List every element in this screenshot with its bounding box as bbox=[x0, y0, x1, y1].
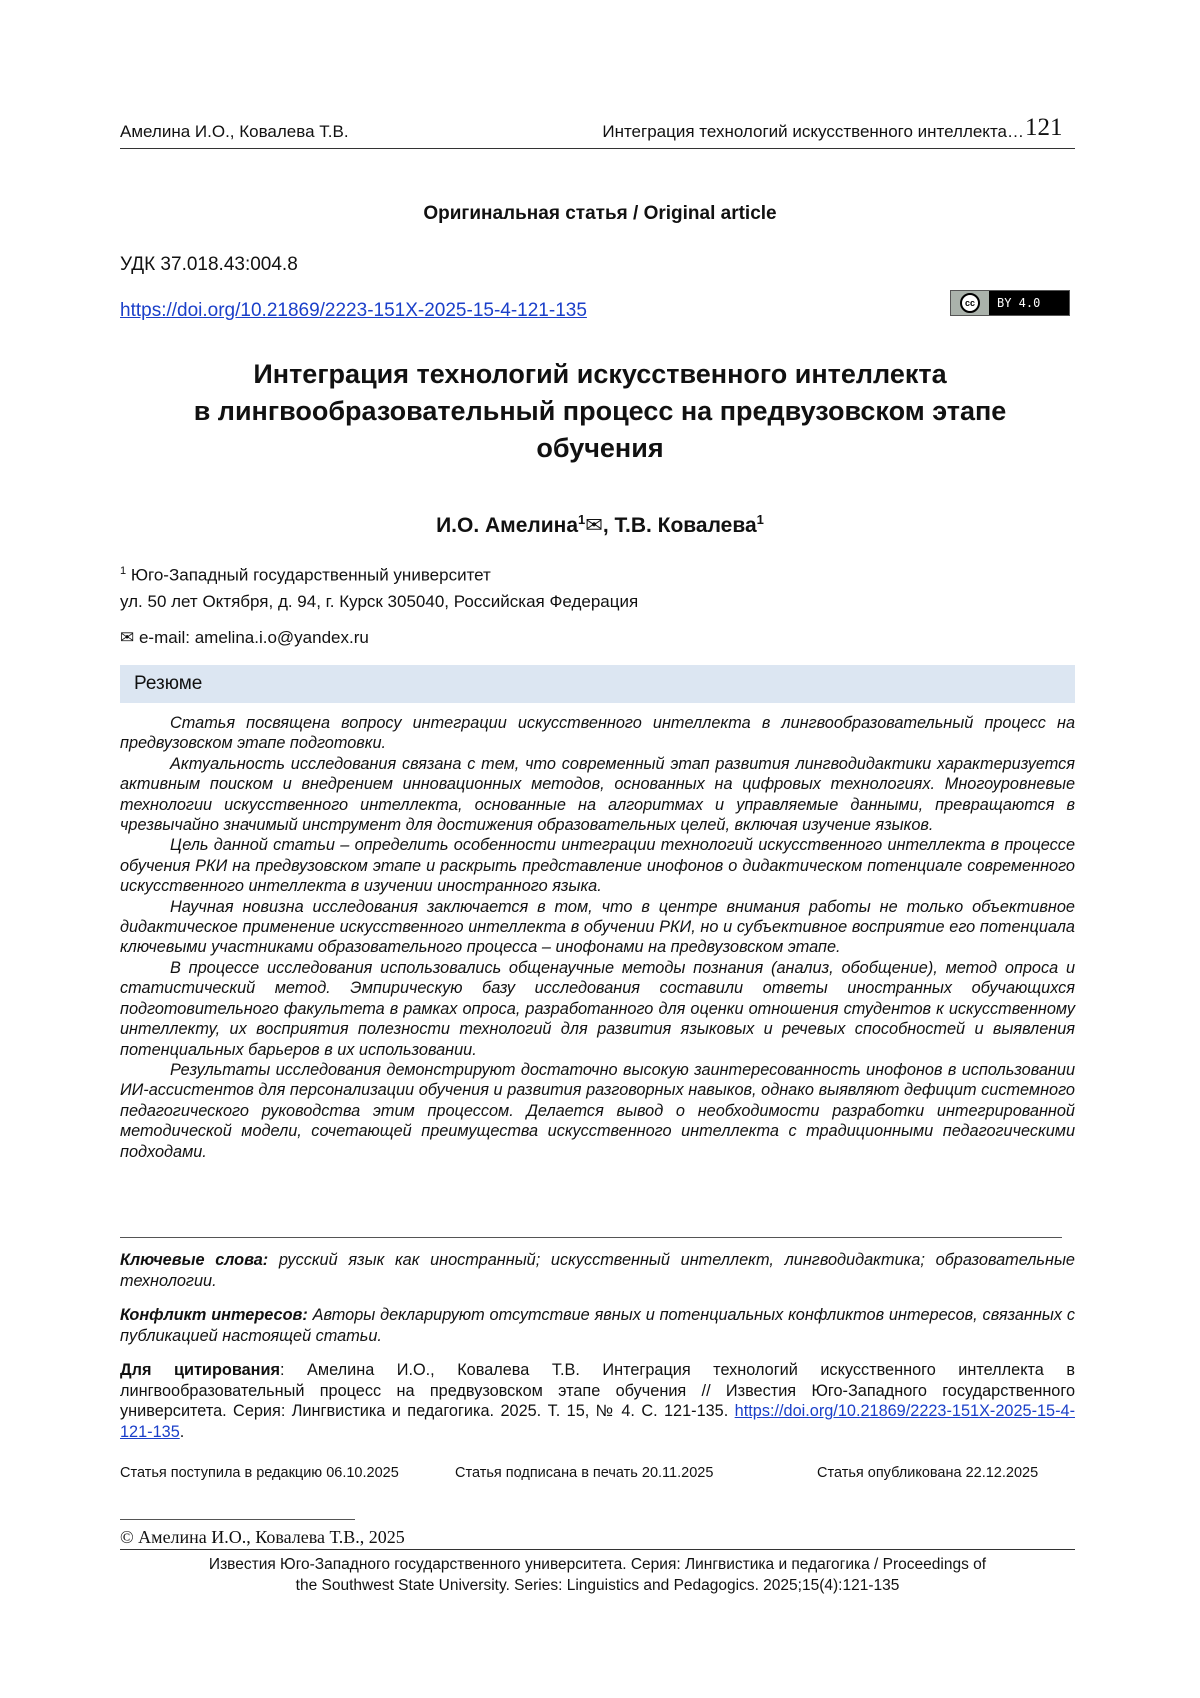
author-2-affiliation-mark: 1 bbox=[756, 512, 764, 527]
abstract-paragraph: Актуальность исследования связана с тем, что современный этап развития лингводидактики характеризуется активным поиском и внедрением инновационных методов, основанных на цифровых технологиях. Многоуровневые технологии искусственного интеллекта, основанные на алгоритмах и управляемые данными, превращаются в чрезвычайно значимый инструмент для достижения образовательных целей, включая изучение языков. bbox=[120, 754, 1075, 835]
title-line-2: в лингвообразовательный процесс на предвузовском этапе bbox=[193, 396, 1007, 426]
affiliation-institution bbox=[120, 565, 491, 586]
author-list bbox=[0, 512, 1200, 538]
conflict-label: Конфликт интересов: bbox=[120, 1306, 308, 1324]
affiliation-address: ул. 50 лет Октября, д. 94, г. Курск 305040, Российская Федерация bbox=[120, 592, 639, 611]
citation bbox=[120, 1360, 1075, 1442]
copyright: © Амелина И.О., Ковалева Т.В., 2025 bbox=[120, 1527, 405, 1547]
abstract-separator bbox=[120, 1237, 1062, 1238]
abstract-paragraph: Результаты исследования демонстрируют достаточно высокую заинтересованность инофонов в использовании ИИ-ассистентов для персонализации обучения и развития разговорных навыков, однако выявляют дефицит системного педагогического руководства этим процессом. Делается вывод о необходимости разработки интегрированной методической модели, сочетающей преимущества искусственного интеллекта с традиционными педагогическими подходами. bbox=[120, 1060, 1075, 1161]
running-header-authors: Амелина И.О., Ковалева Т.В. bbox=[120, 122, 349, 141]
conflict-of-interest bbox=[120, 1305, 1075, 1346]
cc-license-label: BY 4.0 bbox=[997, 296, 1041, 310]
page-number: 121 bbox=[1025, 114, 1063, 141]
footer-line-2: the Southwest State University. Series: Linguistics and Pedagogics. 2025;15(4):121-135 bbox=[295, 1577, 900, 1594]
journal-footer bbox=[120, 1554, 1075, 1596]
abstract-paragraph: Научная новизна исследования заключается в том, что в центре внимания работы не только объективное дидактическое применение искусственного интеллекта в обучении РКИ, но и субъективное восприятие его потенциала ключевыми участниками образовательного процесса – инофонами на предвузовском этапе. bbox=[120, 897, 1075, 957]
keywords-text: русский язык как иностранный; искусственный интеллект, лингводидактика; образовательные технологии. bbox=[120, 1251, 1075, 1290]
keywords bbox=[120, 1250, 1075, 1291]
keywords-label: Ключевые слова: bbox=[120, 1251, 269, 1269]
doi-link[interactable]: https://doi.org/10.21869/2223-151X-2025-15-4-121-135 bbox=[120, 300, 587, 321]
resume-heading: Резюме bbox=[134, 673, 203, 694]
author-2-name: Т.В. Ковалева bbox=[614, 514, 757, 537]
cc-icon: cc bbox=[960, 293, 980, 313]
envelope-icon: ✉ bbox=[585, 514, 603, 537]
author-1-name: И.О. Амелина bbox=[436, 514, 579, 537]
contact-email bbox=[120, 628, 369, 648]
affiliation-name: Юго-Западный государственный университет bbox=[126, 565, 491, 585]
date-received: Статья поступила в редакцию 06.10.2025 bbox=[120, 1465, 399, 1481]
cc-license-badge[interactable] bbox=[950, 290, 1070, 316]
resume-section-bar bbox=[120, 665, 1075, 703]
affiliation-mark: 1 bbox=[120, 565, 127, 577]
abstract-paragraph: Статья посвящена вопросу интеграции искусственного интеллекта в лингвообразовательный процесс на предвузовском этапе подготовки. bbox=[120, 714, 1075, 753]
author-separator: , bbox=[602, 514, 615, 537]
footer-rule bbox=[120, 1549, 1075, 1550]
date-signed: Статья подписана в печать 20.11.2025 bbox=[455, 1465, 714, 1481]
cc-icon-area bbox=[951, 291, 989, 315]
abstract-paragraph: В процессе исследования использовались общенаучные методы познания (анализ, обобщение), метод опроса и статистический метод. Эмпирическую базу исследования составили ответы иностранных обучающихся подготовительного факультета в рамках опроса, разработанного для оценки отношения студентов к искусственному интеллекту, их восприятия полезности технологий для развития языковых и речевых способностей и выявления потенциальных барьеров в их использовании. bbox=[120, 958, 1075, 1059]
citation-label: Для цитирования bbox=[120, 1361, 281, 1379]
title-line-1: Интеграция технологий искусственного интеллекта bbox=[253, 359, 947, 389]
article-type: Оригинальная статья / Original article bbox=[423, 203, 777, 224]
citation-text: : Амелина И.О., Ковалева Т.В. Интеграция технологий искусственного интеллекта в лингвообразовательный процесс на предвузовском этапе обучения // Известия Юго-Западного государственного университета. Серия: Лингвистика и педагогика. 2025. Т. 15, № 4. С. 121-135. bbox=[120, 1361, 1075, 1420]
envelope-icon: ✉ bbox=[120, 628, 135, 647]
udc-code: УДК 37.018.43:004.8 bbox=[120, 254, 298, 275]
header-rule bbox=[120, 148, 1075, 149]
date-published: Статья опубликована 22.12.2025 bbox=[817, 1465, 1039, 1481]
footnote-rule bbox=[120, 1519, 355, 1520]
title-line-3: обучения bbox=[536, 433, 664, 463]
running-header-title: Интеграция технологий искусственного интеллекта… bbox=[602, 122, 1024, 141]
email-text: e-mail: amelina.i.o@yandex.ru bbox=[134, 628, 369, 647]
author-1-affiliation-mark: 1 bbox=[578, 512, 586, 527]
abstract-paragraph: Цель данной статьи – определить особенности интеграции технологий искусственного интеллекта в процессе обучения РКИ на предвузовском этапе и раскрыть представление инофонов о дидактическом потенциале современного искусственного интеллекта в изучении иностранного языка. bbox=[120, 836, 1075, 896]
conflict-text: Авторы декларируют отсутствие явных и потенциальных конфликтов интересов, связанных с публикацией настоящей статьи. bbox=[120, 1306, 1075, 1345]
footer-line-1: Известия Юго-Западного государственного университета. Серия: Лингвистика и педагогика / Proceedings of bbox=[208, 1556, 987, 1573]
abstract-text bbox=[120, 713, 1075, 1162]
article-title bbox=[120, 356, 1080, 467]
citation-end: . bbox=[179, 1422, 185, 1441]
citation-doi-link[interactable]: https://doi.org/10.21869/2223-151X-2025-15-4-121-135 bbox=[120, 1402, 1075, 1441]
